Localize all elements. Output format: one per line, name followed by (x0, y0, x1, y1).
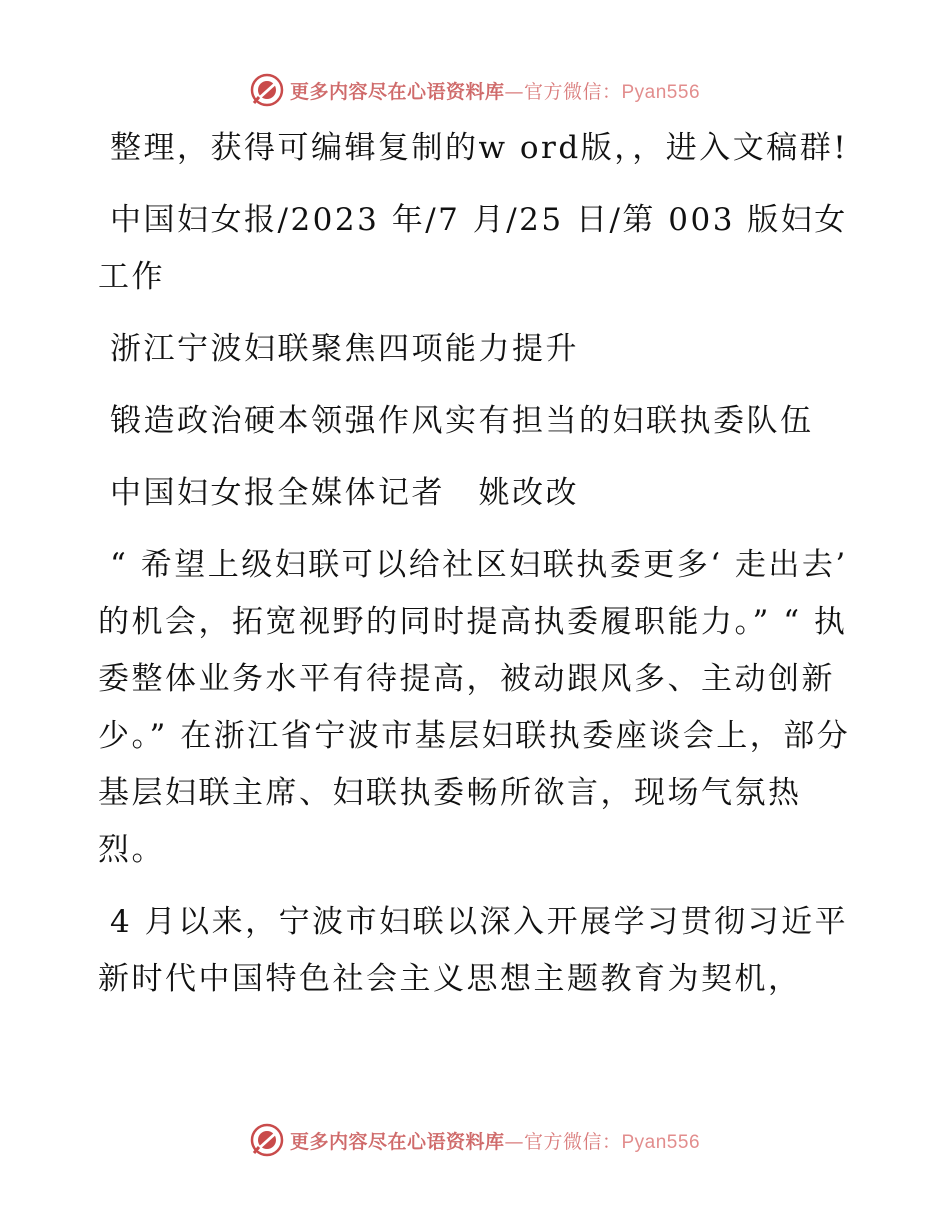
article-subtitle: 锻造政治硬本领强作风实有担当的妇联执委队伍 (110, 403, 814, 439)
banner-dash: — (504, 1130, 524, 1153)
article-title: 浙江宁波妇联聚焦四项能力提升 (110, 331, 579, 367)
banner-prefix: 更多内容尽在心语资料库 (289, 80, 505, 103)
paragraph-body-1: “ 希望上级妇联可以给社区妇联执委更多‘ 走出去’ 的机会，拓宽视野的同时提高执委履职能力。” “ 执委整体业务水平有待提高，被动跟风多、主动创新少。” 在浙江省宁波市基层妇联执委座谈会上，部分基层妇联主席、妇联执委畅所欲言，现场气氛热烈。 (98, 547, 851, 868)
logo-icon (250, 1123, 284, 1157)
banner-text (290, 77, 700, 104)
banner-text (290, 1127, 700, 1154)
article-byline: 中国妇女报全媒体记者 姚改改 (110, 475, 579, 511)
footer-watermark-banner (0, 1120, 950, 1160)
paragraph-body-2: 4 月以来，宁波市妇联以深入开展学习贯彻习近平新时代中国特色社会主义思想主题教育为契机， (98, 904, 849, 997)
header-watermark-banner (0, 70, 950, 110)
banner-prefix: 更多内容尽在心语资料库 (289, 1130, 505, 1153)
logo-icon (250, 73, 284, 107)
banner-label: 官方微信： (523, 1130, 622, 1153)
banner-label: 官方微信： (523, 80, 622, 103)
document-body (98, 120, 858, 1023)
banner-wechat-id: Pyan556 (621, 1131, 701, 1153)
paragraph-intro: 整理，获得可编辑复制的w ord版，，进入文稿群! (110, 130, 849, 166)
banner-wechat-id: Pyan556 (621, 81, 701, 103)
paragraph-source: 中国妇女报/2023 年/7 月/25 日/第 003 版妇女工作 (98, 202, 848, 295)
banner-dash: — (504, 80, 524, 103)
